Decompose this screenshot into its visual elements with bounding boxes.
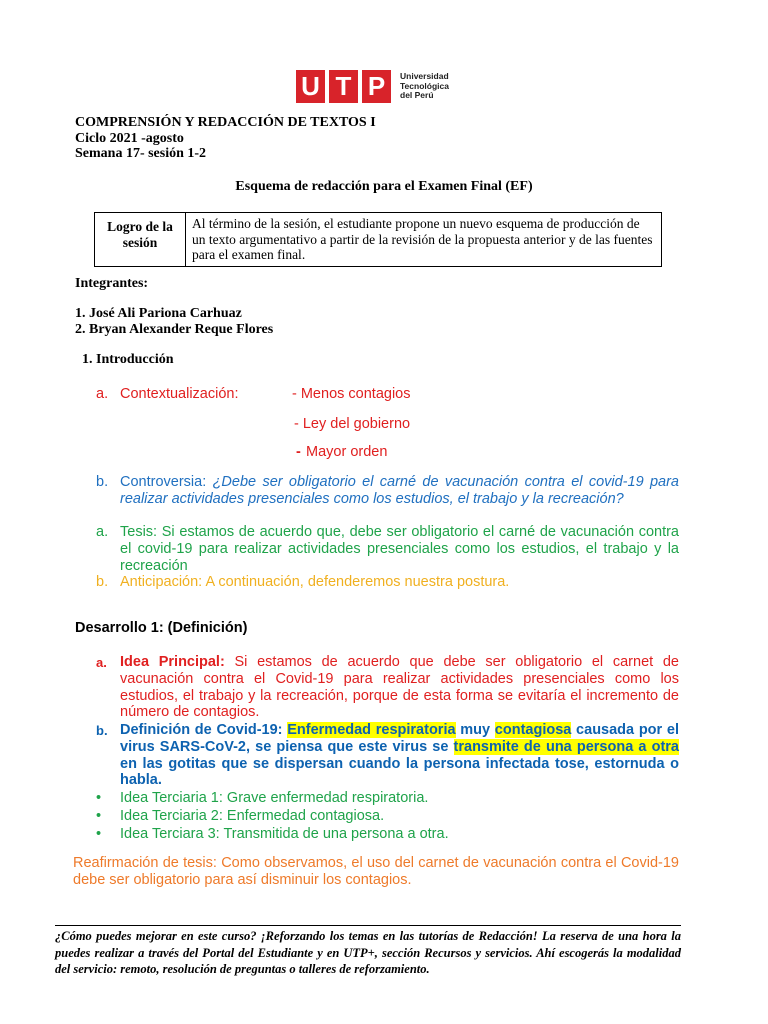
week-label: Semana 17- sesión 1-2 bbox=[75, 146, 207, 161]
bullet-icon: • bbox=[96, 808, 102, 824]
logro-table bbox=[94, 212, 662, 267]
tertiary-idea-1: Idea Terciaria 1: Grave enfermedad respiratoria. bbox=[120, 790, 429, 806]
tertiary-idea-3: Idea Terciara 3: Transmitida de una persona a otra. bbox=[120, 826, 449, 842]
footer-note: ¿Cómo puedes mejorar en este curso? ¡Reforzando los temas en las tutorías de Redacción! La reserva de una hora la puedes realizar a través del Portal del Estudiante y en UTP+, sección Recursos y servicios. Ahí escogerás la modalidad del servicio: remoto, resolución de preguntas o talleres de reforzamiento. bbox=[55, 929, 681, 976]
thesis-paragraph: Tesis: Si estamos de acuerdo que, debe ser obligatorio el carné de vacunación contra el covid-19 para realizar actividades presenciales como los estudios, el trabajo y la recreación bbox=[120, 524, 679, 574]
context-item-2: - Ley del gobierno bbox=[294, 416, 411, 432]
member-2: 2. Bryan Alexander Reque Flores bbox=[75, 322, 274, 337]
definition-marker: b. bbox=[96, 723, 108, 738]
definition-text-3: en las gotitas que se dispersan cuando la persona infectada tose, estornuda o habla. bbox=[120, 755, 679, 789]
logro-label bbox=[95, 213, 186, 267]
definition-paragraph bbox=[120, 722, 679, 789]
anticipation-marker: b. bbox=[96, 574, 109, 590]
definition-label: Definición de Covid-19: bbox=[120, 722, 288, 738]
main-idea-paragraph bbox=[120, 654, 679, 721]
context-item-1: - Menos contagios bbox=[292, 386, 411, 402]
logro-text: Al término de la sesión, el estudiante propone un nuevo esquema de producción de un texto argumentativo a partir de la revisión de la propuesta anterior y de las fuentes para el examen final. bbox=[186, 213, 662, 267]
logo-letter-p: P bbox=[362, 70, 391, 103]
controversy-marker: b. bbox=[96, 474, 109, 490]
controversy-question: ¿Debe ser obligatorio el carné de vacunación contra el covid-19 para realizar actividades presenciales como los estudios, el trabajo y la recreación? bbox=[120, 474, 680, 507]
main-idea-text: Si estamos de acuerdo que debe ser obligatorio el carnet de vacunación contra el Covid-19 para realizar actividades presenciales como los estudios, el trabajo y la recreación, porque de esta forma se evitaría el incremento de número de contagios. bbox=[120, 654, 679, 721]
thesis-marker: a. bbox=[96, 524, 109, 540]
development-heading: Desarrollo 1: (Definición) bbox=[75, 620, 248, 636]
highlight-contagious: contagiosa bbox=[494, 722, 572, 738]
context-marker: a. bbox=[96, 386, 109, 402]
logo-line-1: Universidad bbox=[400, 71, 449, 81]
definition-text-1: muy bbox=[455, 722, 495, 738]
highlight-respiratory: Enfermedad respiratoria bbox=[287, 722, 456, 738]
tertiary-idea-2: Idea Terciaria 2: Enfermedad contagiosa. bbox=[120, 808, 385, 824]
context-item-3: Mayor orden bbox=[306, 444, 388, 460]
highlight-transmission: transmite de una persona a otra bbox=[453, 738, 679, 755]
bullet-icon: • bbox=[96, 790, 102, 806]
main-idea-marker: a. bbox=[96, 655, 107, 670]
definition-text-2: causada por el virus SARS-CoV-2, se piensa que este virus se bbox=[120, 722, 679, 755]
intro-heading: 1. Introducción bbox=[82, 352, 174, 367]
context-label: Contextualización: bbox=[120, 386, 239, 402]
main-idea-label: Idea Principal: bbox=[120, 654, 225, 670]
logo-letter-t: T bbox=[329, 70, 358, 103]
logo-university-name bbox=[400, 72, 449, 101]
logro-label-line1: Logro de la bbox=[107, 219, 173, 234]
document-title: Esquema de redacción para el Examen Final (EF) bbox=[235, 179, 533, 194]
cycle-label: Ciclo 2021 -agosto bbox=[75, 131, 184, 146]
controversy-label: Controversia: bbox=[120, 474, 213, 490]
logo-line-2: Tecnológica bbox=[400, 80, 449, 91]
member-1: 1. José Ali Pariona Carhuaz bbox=[75, 306, 242, 321]
logo-line-3: del Perú bbox=[400, 90, 434, 100]
members-heading: Integrantes: bbox=[75, 276, 149, 291]
logo-letter-u: U bbox=[296, 70, 325, 103]
controversy-paragraph bbox=[120, 474, 679, 508]
context-item-3-dash: - bbox=[296, 444, 301, 460]
footer-divider bbox=[55, 925, 681, 926]
course-title: COMPRENSIÓN Y REDACCIÓN DE TEXTOS I bbox=[75, 115, 376, 130]
anticipation-text: Anticipación: A continuación, defenderemos nuestra postura. bbox=[120, 574, 510, 590]
reaffirmation-paragraph: Reafirmación de tesis: Como observamos, el uso del carnet de vacunación contra el Covid-19 debe ser obligatorio para así disminuir los contagios. bbox=[73, 855, 679, 888]
logro-label-line2: sesión bbox=[122, 235, 158, 250]
bullet-icon: • bbox=[96, 826, 102, 842]
